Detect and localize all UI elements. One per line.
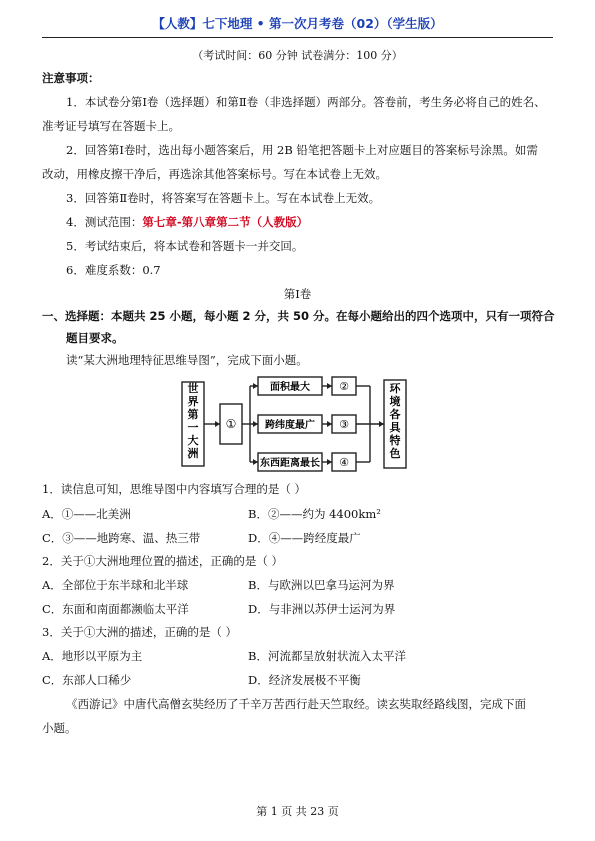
test-range: 第七章-第八章第二节（人教版） — [142, 215, 309, 229]
passage-line-1: 《西游记》中唐代高僧玄奘经历了千辛万苦西行赴天竺取经。读玄奘取经路线图，完成下面 — [66, 697, 526, 711]
section-heading-line-1: 一、选择题：本题共 25 小题，每小题 2 分，共 50 分。在每小题给出的四个选项中，只有一项符合 — [42, 309, 555, 323]
note-5: 5．考试结束后，将本试卷和答题卡一并交回。 — [66, 239, 304, 253]
mindmap-row-2-label: 跨纬度最广 — [265, 420, 315, 431]
mindmap-row-3-label: 东西距离最长 — [260, 458, 320, 469]
question-1-option-d[interactable]: D．④——跨经度最广 — [248, 531, 361, 545]
mindmap-num-2: ② — [339, 380, 349, 393]
page-header-title: 【人教】七下地理 • 第一次月考卷（02）（学生版） — [152, 16, 443, 31]
mindmap-left-label: 世界第一大洲 — [187, 382, 199, 460]
mindmap-right-label: 环境各具特色 — [389, 382, 401, 460]
question-1-option-a[interactable]: A．①——北美洲 — [42, 507, 131, 521]
question-3-stem: 3．关于①大洲的描述，正确的是（ ） — [42, 625, 237, 639]
question-3-option-a[interactable]: A．地形以平原为主 — [42, 649, 143, 663]
question-2-option-c[interactable]: C．东面和南面都濒临太平洋 — [42, 602, 189, 616]
mindmap-num-3: ③ — [339, 418, 349, 431]
question-2-option-b[interactable]: B．与欧洲以巴拿马运河为界 — [248, 578, 395, 592]
notes-heading: 注意事项： — [42, 71, 100, 85]
passage-line-2: 小题。 — [42, 721, 77, 735]
note-4 — [66, 214, 308, 230]
note-2-line-1: 2．回答第Ⅰ卷时，选出每小题答案后，用 2B 铅笔把答题卡上对应题目的答案标号涂黑。如需 — [66, 143, 538, 157]
note-1-line-2: 准考证号填写在答题卡上。 — [42, 119, 180, 133]
question-1-option-b[interactable]: B．②——约为 4400km² — [248, 507, 381, 521]
page-footer: 第 1 页 共 23 页 — [256, 805, 339, 818]
mindmap-num-4: ④ — [339, 456, 349, 469]
note-1-line-1: 1．本试卷分第Ⅰ卷（选择题）和第Ⅱ卷（非选择题）两部分。答卷前，考生务必将自己的姓名、 — [66, 95, 546, 109]
note-6: 6．难度系数：0.7 — [66, 263, 161, 277]
question-3-option-d[interactable]: D．经济发展极不平衡 — [248, 673, 361, 687]
question-2-stem: 2．关于①大洲地理位置的描述，正确的是（ ） — [42, 554, 283, 568]
header-divider — [42, 37, 553, 38]
question-3-option-b[interactable]: B．河流都呈放射状流入太平洋 — [248, 649, 406, 663]
question-1-stem: 1．读信息可知，思维导图中内容填写合理的是（ ） — [42, 482, 306, 496]
mindmap-row-1-label: 面积最大 — [270, 382, 310, 393]
mindmap-diagram — [180, 376, 414, 472]
note-3: 3．回答第Ⅱ卷时，将答案写在答题卡上。写在本试卷上无效。 — [66, 191, 381, 205]
question-3-option-c[interactable]: C．东部人口稀少 — [42, 673, 132, 687]
note-2-line-2: 改动，用橡皮擦干净后，再选涂其他答案标号。写在本试卷上无效。 — [42, 167, 387, 181]
part-title: 第Ⅰ卷 — [283, 287, 312, 301]
mindmap-intro: 读“某大洲地理特征思维导图”，完成下面小题。 — [66, 353, 308, 367]
exam-info: （考试时间：60 分钟 试卷满分：100 分） — [192, 49, 403, 62]
question-2-option-a[interactable]: A．全部位于东半球和北半球 — [42, 578, 189, 592]
note-4-prefix: 4．测试范围： — [66, 215, 143, 229]
section-heading-line-2: 题目要求。 — [66, 331, 124, 345]
question-2-option-d[interactable]: D．与非洲以苏伊士运河为界 — [248, 602, 396, 616]
question-1-option-c[interactable]: C．③——地跨寒、温、热三带 — [42, 531, 201, 545]
mindmap-center-label: ① — [225, 417, 237, 431]
